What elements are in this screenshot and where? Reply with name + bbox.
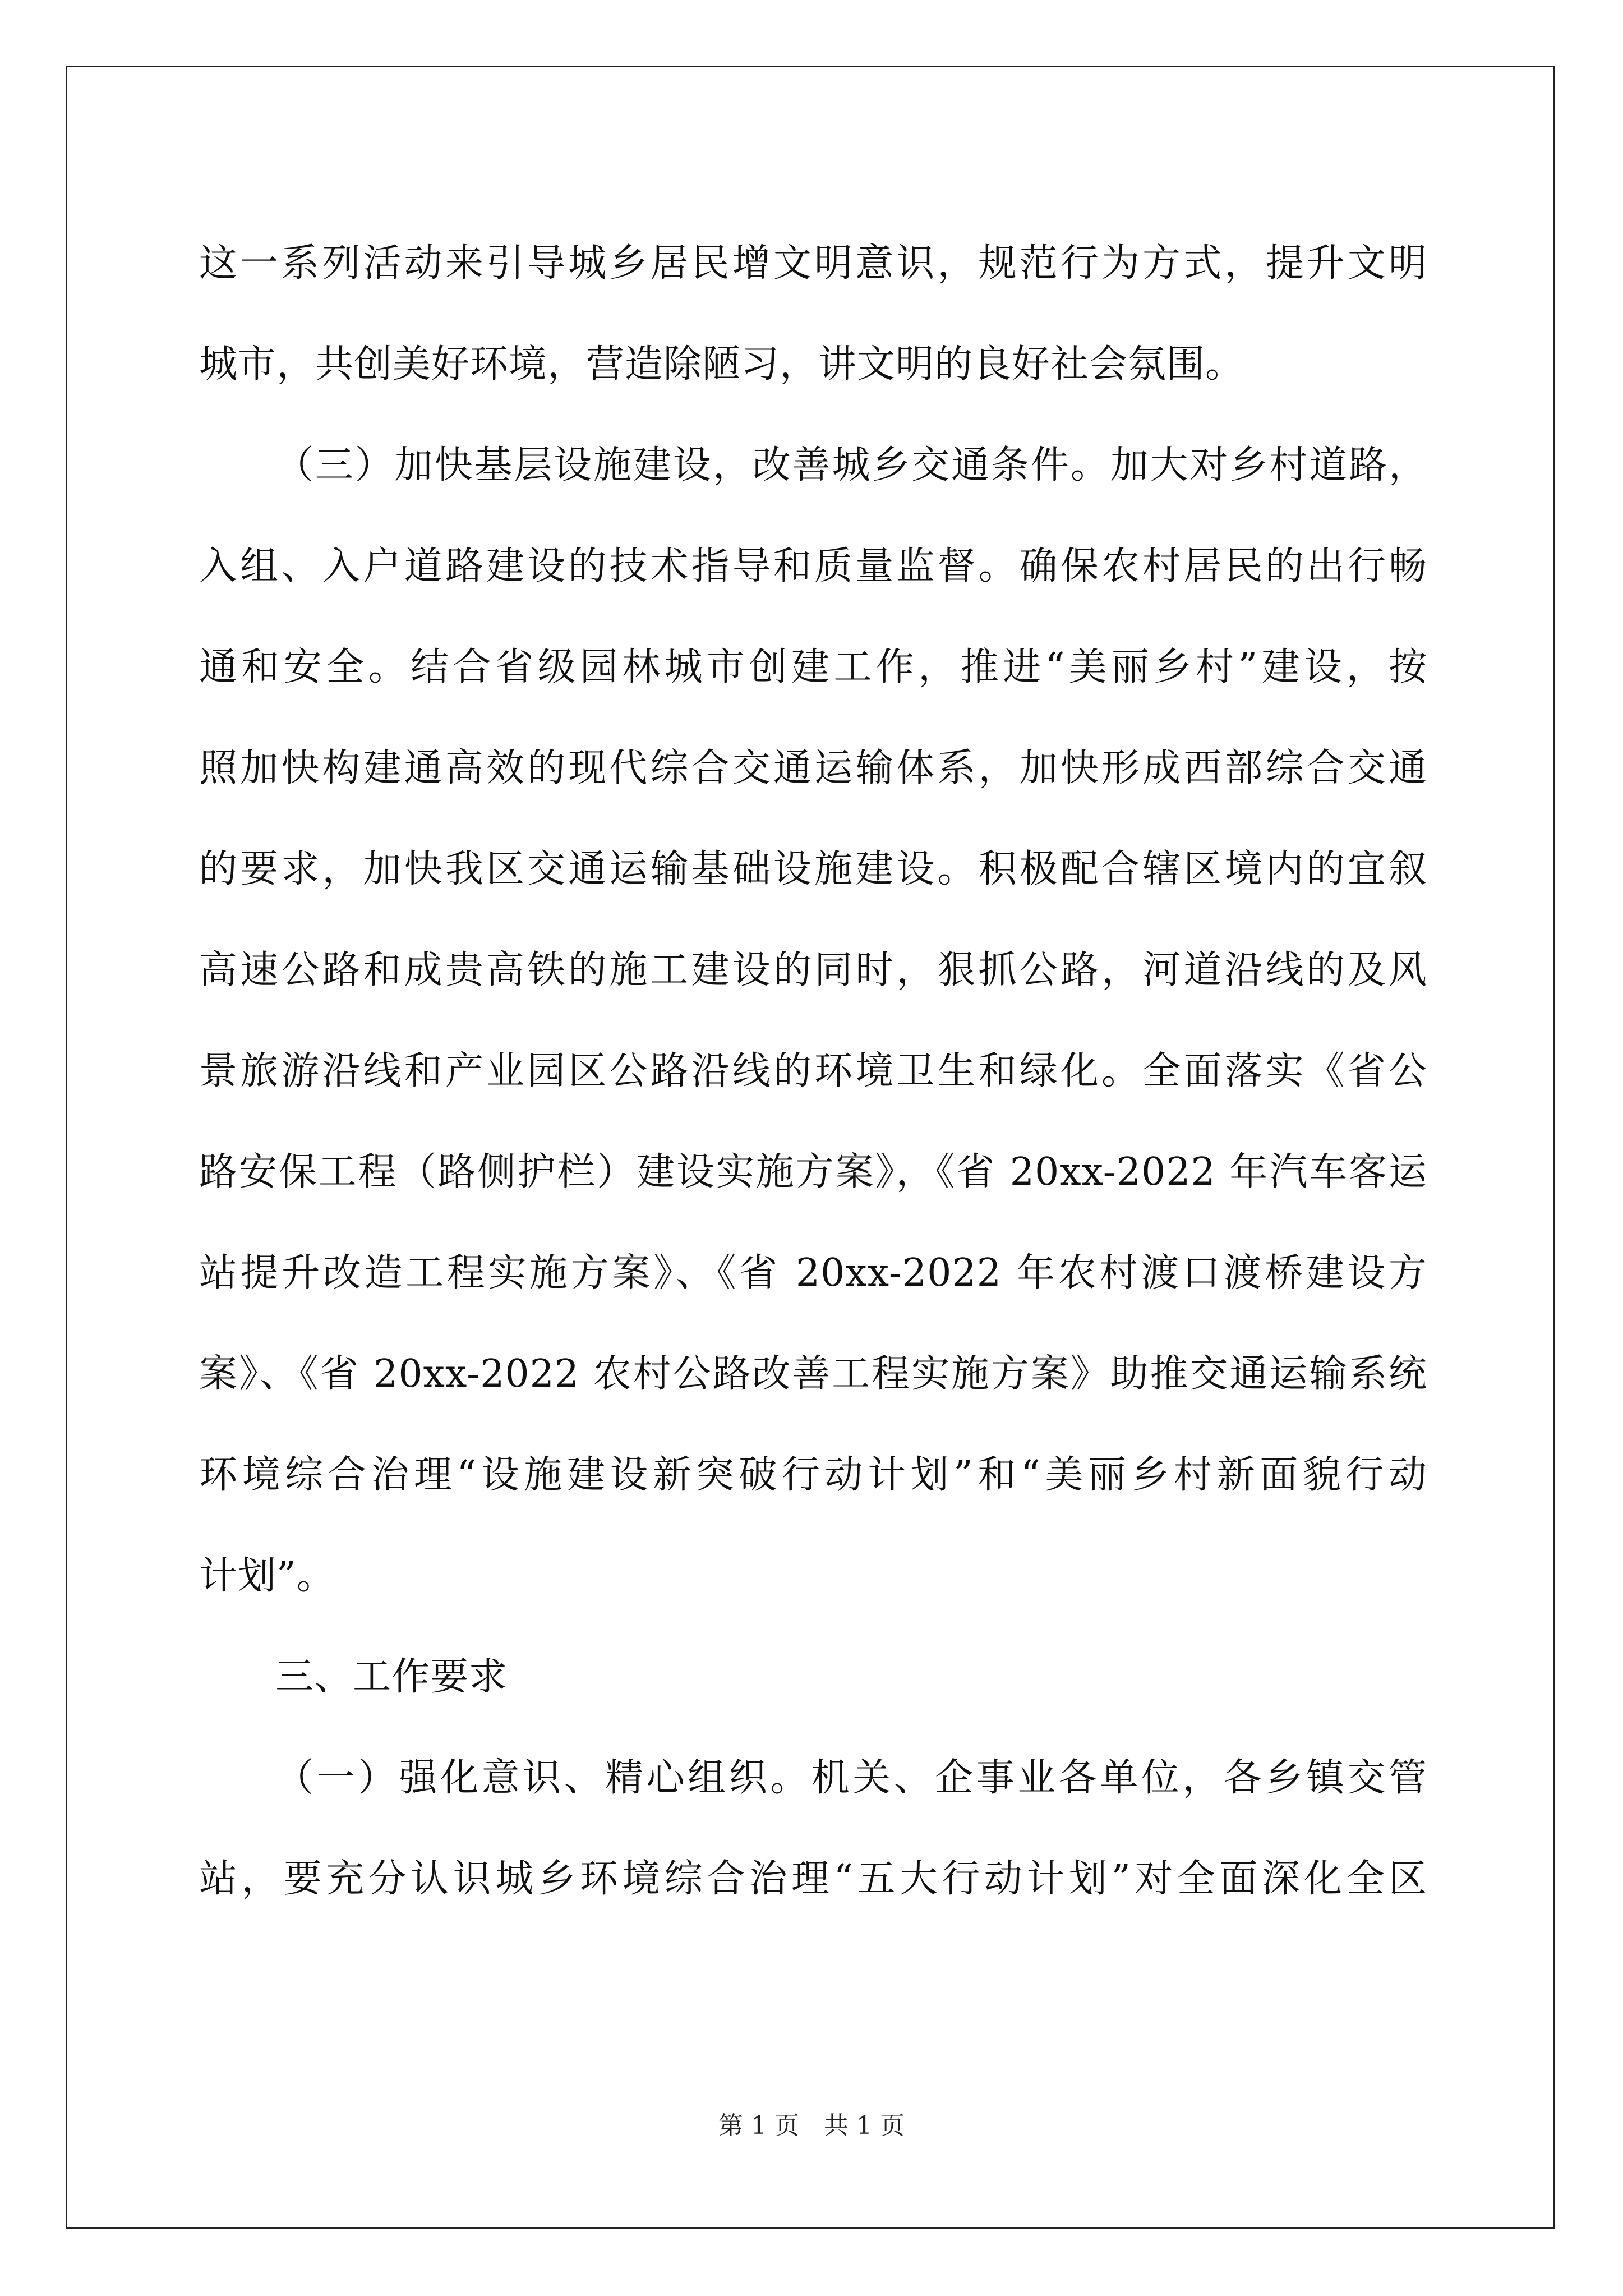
body-line: 景旅游沿线和产业园区公路沿线的环境卫生和绿化。全面落实《省公: [199, 1049, 1427, 1093]
body-line: 这一系列活动来引导城乡居民增文明意识，规范行为方式，提升文明: [199, 241, 1427, 286]
page-total: 共 1 页: [824, 2111, 905, 2140]
body-line: 计划”。: [199, 1554, 335, 1598]
paragraph-start: （三）加快基层设施建设，改善城乡交通条件。加大对乡村道路，: [275, 443, 1427, 487]
body-line: 入组、入户道路建设的技术指导和质量监督。确保农村居民的出行畅: [199, 544, 1427, 588]
body-line: 路安保工程（路侧护栏）建设实施方案》，《省 20xx-2022 年汽车客运: [199, 1150, 1427, 1194]
body-line: 通和安全。结合省级园林城市创建工作，推进“美丽乡村”建设，按: [199, 645, 1427, 689]
body-line: 站提升改造工程实施方案》、《省 20xx-2022 年农村渡口渡桥建设方: [199, 1251, 1427, 1295]
section-heading: 三、工作要求: [275, 1655, 508, 1699]
document-body: [199, 213, 1427, 1930]
body-line: 案》、《省 20xx-2022 农村公路改善工程实施方案》助推交通运输系统: [199, 1352, 1427, 1396]
body-line: 环境综合治理“设施建设新突破行动计划”和“美丽乡村新面貌行动: [199, 1453, 1427, 1497]
body-line: 城市，共创美好环境，营造除陋习，讲文明的良好社会氛围。: [199, 342, 1244, 386]
paragraph-start: （一）强化意识、精心组织。机关、企事业各单位，各乡镇交管: [275, 1756, 1427, 1800]
page-number: 第 1 页: [718, 2111, 799, 2140]
body-line: 高速公路和成贵高铁的施工建设的同时，狠抓公路，河道沿线的及风: [199, 948, 1427, 992]
body-line: 的要求，加快我区交通运输基础设施建设。积极配合辖区境内的宜叙: [199, 847, 1427, 891]
body-line: 站，要充分认识城乡环境综合治理“五大行动计划”对全面深化全区: [199, 1857, 1427, 1901]
body-line: 照加快构建通高效的现代综合交通运输体系，加快形成西部综合交通: [199, 746, 1427, 790]
page-footer: [0, 2109, 1623, 2143]
